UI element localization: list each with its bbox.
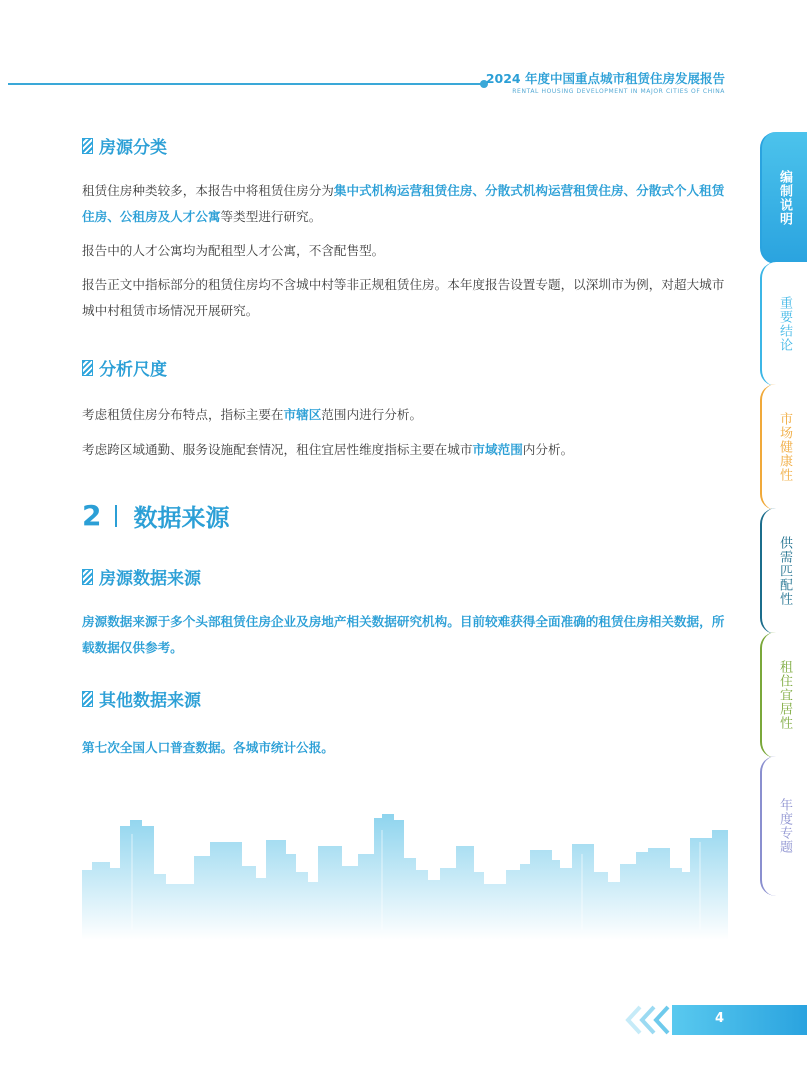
heading-stripe-icon <box>82 569 93 585</box>
source-paragraph: 房源数据来源于多个头部租赁住房企业及房地产相关数据研究机构。目前较难获得全面准确的租赁住房相关数据，所载数据仅供参考。 <box>82 614 725 655</box>
tab-supply-demand[interactable]: 供需匹配性 <box>760 508 807 634</box>
city-skyline-illustration <box>82 810 728 940</box>
heading-stripe-icon <box>82 691 93 707</box>
heading-stripe-icon <box>82 138 93 154</box>
report-subtitle: RENTAL HOUSING DEVELOPMENT IN MAJOR CITIES OF CHINA <box>512 88 725 95</box>
chapter-number: 2 <box>82 499 102 532</box>
report-title: 2024 年度中国重点城市租赁住房发展报告 <box>485 71 725 86</box>
tab-compilation-notes[interactable]: 编制说明 <box>760 132 807 264</box>
scale-paragraph-1: 考虑租赁住房分布特点，指标主要在市辖区范围内进行分析。 <box>82 407 423 422</box>
page-number: 4 <box>715 1011 725 1026</box>
chapter-divider <box>115 505 117 527</box>
section-heading-house-types: 房源分类 <box>82 133 167 158</box>
chapter-heading <box>82 498 229 533</box>
tab-annual-topic[interactable]: 年度专题 <box>760 756 807 896</box>
section-heading-other: 其他数据来源 <box>82 686 201 711</box>
tab-key-conclusions[interactable]: 重要结论 <box>760 262 807 386</box>
tab-livability[interactable]: 租住宜居性 <box>760 632 807 758</box>
section-heading-scale: 分析尺度 <box>82 355 167 380</box>
house-types-paragraph-2: 报告中的人才公寓均为配租型人才公寓，不含配售型。 <box>82 243 385 258</box>
page-number-bar <box>672 1005 807 1035</box>
header-rule <box>8 83 484 85</box>
chapter-title: 数据来源 <box>133 504 230 532</box>
house-types-paragraph-3: 报告正文中指标部分的租赁住房均不含城中村等非正规租赁住房。本年度报告设置专题，以深圳市为例，对超大城市城中村租赁市场情况开展研究。 <box>82 277 725 318</box>
heading-stripe-icon <box>82 360 93 376</box>
other-paragraph: 第七次全国人口普查数据。各城市统计公报。 <box>82 740 334 755</box>
section-heading-source: 房源数据来源 <box>82 564 201 589</box>
tab-market-health[interactable]: 市场健康性 <box>760 384 807 510</box>
scale-paragraph-2: 考虑跨区域通勤、服务设施配套情况，租住宜居性维度指标主要在城市市域范围内分析。 <box>82 442 574 457</box>
house-types-paragraph-1: 租赁住房种类较多，本报告中将租赁住房分为集中式机构运营租赁住房、分散式机构运营租赁住房、分散式个人租赁住房、公租房及人才公寓等类型进行研究。 <box>82 183 725 224</box>
